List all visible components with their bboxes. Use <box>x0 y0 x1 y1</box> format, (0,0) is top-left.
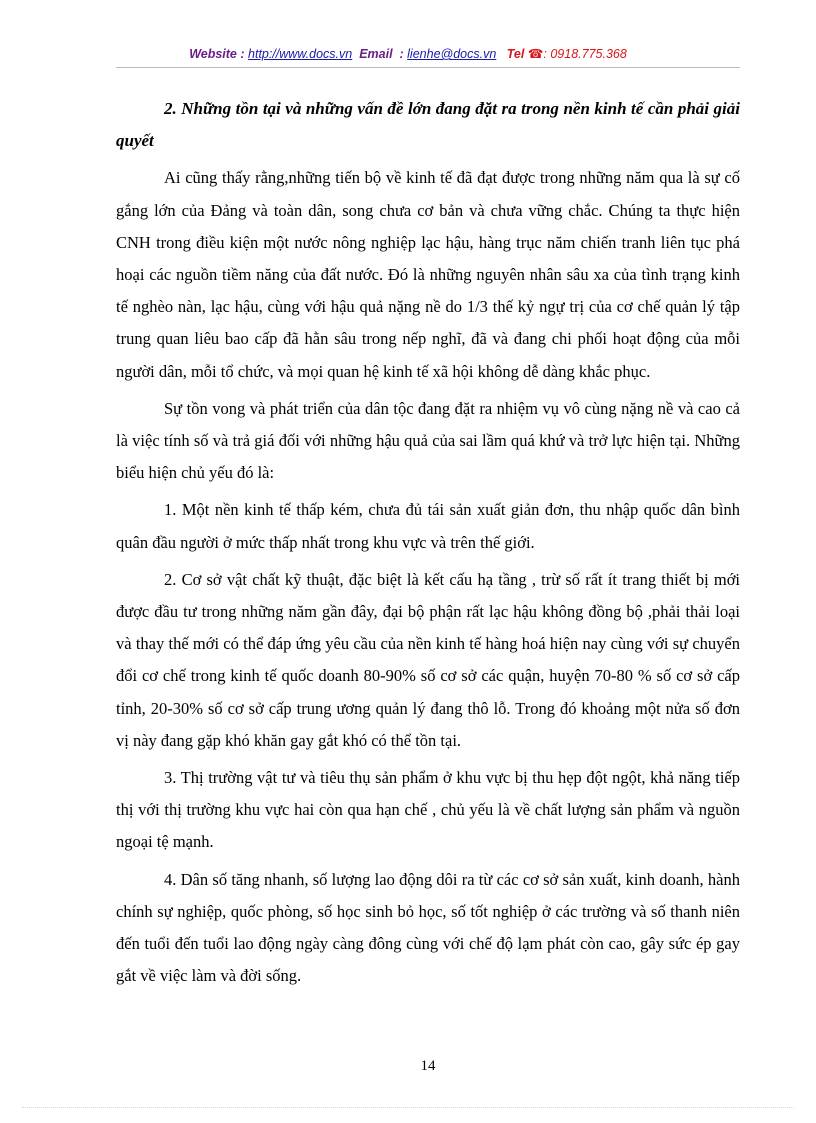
tel-label: Tel <box>506 47 525 61</box>
list-item-1: 1. Một nền kinh tế thấp kém, chưa đủ tái sản xuất giản đơn, thu nhập quốc dân bình quân đầu người ở mức thấp nhất trong khu vực và trên thế giới. <box>116 500 740 552</box>
phone-icon: ☎ <box>527 47 544 61</box>
paragraph-context: Sự tồn vong và phát triển của dân tộc đang đặt ra nhiệm vụ vô cùng nặng nề và cao cả là việc tính số và trả giá đối với những hậu quả của sai lầm quá khứ và trở lực hiện tại. Những biểu hiện chủ yếu đó là: <box>116 398 740 483</box>
website-label: Website : <box>189 47 245 61</box>
page-header <box>0 46 816 61</box>
paragraph-intro: Ai cũng thấy rằng,những tiến bộ về kinh tế đã đạt được trong những năm qua là sự cố gắng lớn của Đảng và toàn dân, song chưa cơ bản và chưa vững chắc. Chúng ta thực hiện CNH trong điều kiện một nước nông nghiệp lạc hậu, hàng trục năm chiến tranh liên tục phá hoại các nguồn tiềm năng của đất nước. Đó là những nguyên nhân sâu xa của tình trạng kinh tế nghèo nàn, lạc hậu, cùng với hậu quả nặng nề do 1/3 thế kỷ ngự trị của cơ chế quản lý tập trung quan liêu bao cấp đã hằn sâu trong nếp nghĩ, đã và đang chi phối hoạt động của mỗi người dân, mỗi tổ chức, và mọi quan hệ kinh tế xã hội không dễ dàng khắc phục. <box>116 168 740 381</box>
page-body <box>116 93 740 997</box>
header-rule <box>116 67 740 68</box>
section-heading: 2. Những tồn tại và những vấn đề lớn đang đặt ra trong nền kinh tế cần phải giải quyết <box>116 99 740 151</box>
list-item-2: 2. Cơ sở vật chất kỹ thuật, đặc biệt là kết cấu hạ tầng , trừ số rất ít trang thiết bị mới được đầu tư trong những năm gần đây, đại bộ phận rất lạc hậu không đồng bộ ,phải thải loại và thay thế mới có thể đáp ứng yêu cầu của nền kinh tế hàng hoá hiện nay cùng với sự chuyển đổi cơ chế trong kinh tế quốc doanh 80-90% số cơ sở các quận, huyện 70-80 % số cơ sở cấp tỉnh, 20-30% số cơ sở cấp trung ương quản lý đang thô lỗ. Trong đó khoảng một nửa số đơn vị này đang gặp khó khăn gay gắt khó có thể tồn tại. <box>116 569 740 750</box>
page-bottom-border <box>22 1107 794 1108</box>
email-link[interactable]: lienhe@docs.vn <box>407 47 497 61</box>
email-label: Email <box>359 47 393 61</box>
page-number: 14 <box>420 1058 436 1074</box>
list-item-3: 3. Thị trường vật tư và tiêu thụ sản phẩm ở khu vực bị thu hẹp đột ngột, khả năng tiếp thị với thị trường khu vực hai còn qua hạn chế , chủ yếu là về chất lượng sản phẩm và nguồn ngoại tệ mạnh. <box>116 768 740 852</box>
list-item-4: 4. Dân số tăng nhanh, số lượng lao động dôi ra từ các cơ sở sản xuất, kinh doanh, hành chính sự nghiệp, quốc phòng, số học sinh bỏ học, số tốt nghiệp ở các trường và số thanh niên đến tuổi đến tuổi lao động ngày càng đông cùng với chế độ lạm phát còn cao, gây sức ép gay gắt về việc làm và đời sống. <box>116 869 740 986</box>
website-link[interactable]: http://www.docs.vn <box>248 47 353 61</box>
tel-number: : 0918.775.368 <box>543 47 627 61</box>
email-separator: : <box>399 47 404 61</box>
